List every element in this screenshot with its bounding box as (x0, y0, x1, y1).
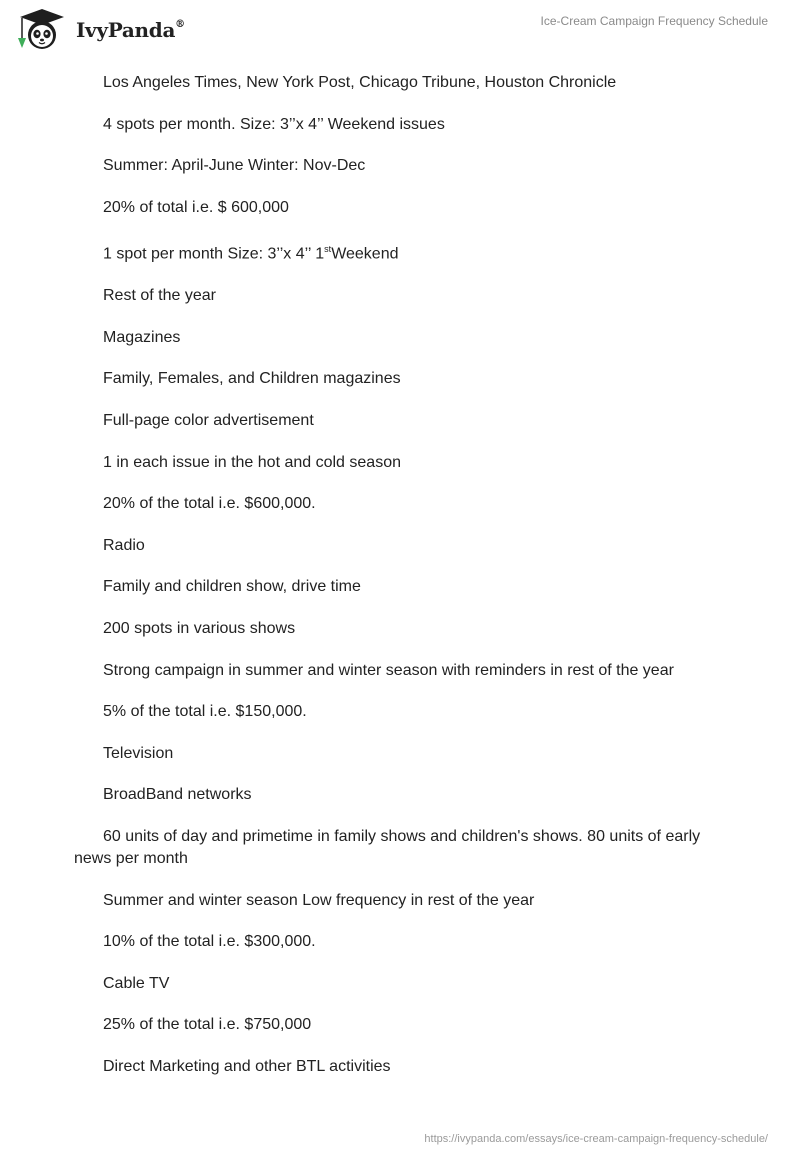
document-title: Ice-Cream Campaign Frequency Schedule (540, 14, 768, 28)
paragraph: 1 in each issue in the hot and cold season (103, 453, 401, 471)
paragraph: 20% of total i.e. $ 600,000 (103, 198, 289, 216)
paragraph: Summer: April-June Winter: Nov-Dec (103, 157, 366, 175)
paragraph: 20% of the total i.e. $600,000. (103, 495, 316, 513)
paragraph: Strong campaign in summer and winter season with reminders in rest of the year (103, 661, 674, 679)
paragraph: Direct Marketing and other BTL activities (103, 1057, 391, 1075)
source-url-link[interactable]: https://ivypanda.com/essays/ice-cream-campaign-frequency-schedule/ (424, 1133, 768, 1145)
paragraph: Radio (103, 536, 145, 554)
paragraph: BroadBand networks (103, 786, 252, 804)
paragraph: Summer and winter season Low frequency in rest of the year (103, 891, 535, 909)
page-header (0, 0, 800, 60)
paragraph: 10% of the total i.e. $300,000. (103, 933, 316, 951)
paragraph: 4 spots per month. Size: 3’’x 4’’ Weekend issues (103, 115, 445, 133)
paragraph: 5% of the total i.e. $150,000. (103, 703, 307, 721)
paragraph: Magazines (103, 328, 181, 346)
paragraph: 60 units of day and primetime in family shows and children's shows. 80 units of early news per month (74, 828, 701, 868)
paragraph: 1 spot per month Size: 3’’x 4’’ 1stWeekend (103, 244, 399, 263)
panda-graduation-cap-icon (14, 8, 70, 52)
paragraph: Los Angeles Times, New York Post, Chicago Tribune, Houston Chronicle (103, 74, 617, 91)
paragraph: Rest of the year (103, 287, 216, 305)
paragraph: Family, Females, and Children magazines (103, 370, 401, 388)
paragraph: Cable TV (103, 974, 170, 992)
paragraph: Television (103, 744, 174, 762)
brand-name: IvyPanda® (76, 18, 185, 42)
paragraph: 200 spots in various shows (103, 620, 296, 638)
logo[interactable] (14, 8, 185, 52)
paragraph: Family and children show, drive time (103, 578, 361, 596)
document-body (74, 72, 734, 1098)
paragraph: Full-page color advertisement (103, 412, 314, 430)
paragraph: 25% of the total i.e. $750,000 (103, 1016, 312, 1034)
